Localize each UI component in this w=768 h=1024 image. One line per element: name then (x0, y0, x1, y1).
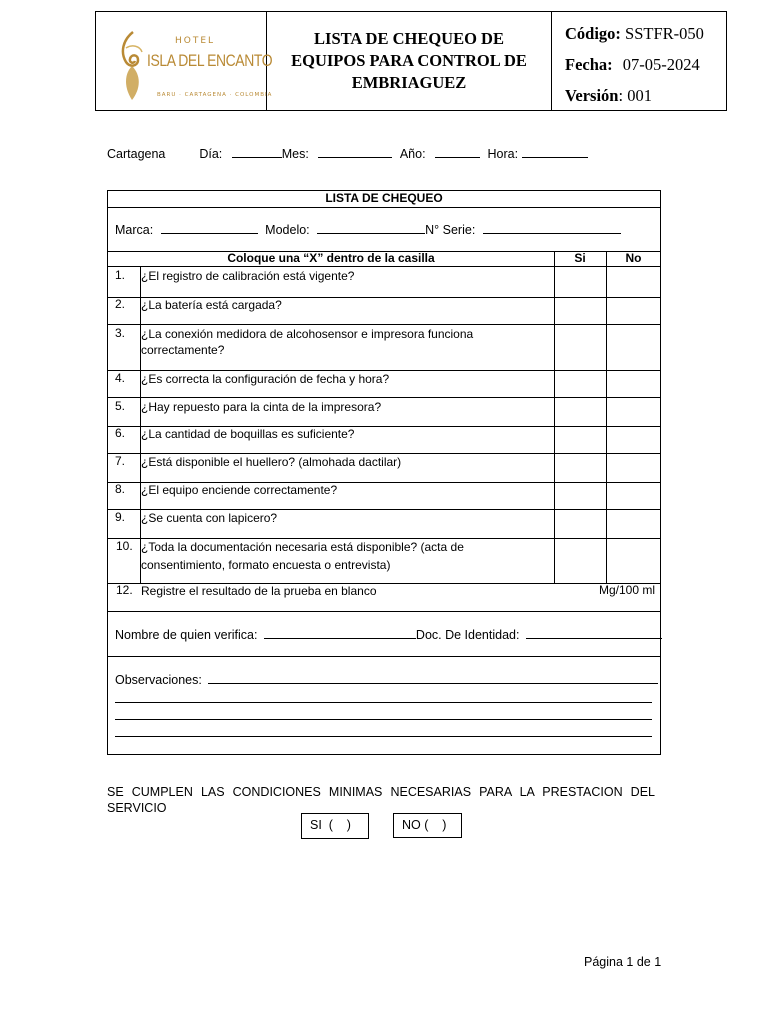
mes-label: Mes: (281, 147, 309, 161)
divider (108, 207, 660, 208)
item-number: 6. (115, 426, 126, 440)
codigo-label: Código: (565, 24, 621, 43)
checklist-item: ¿El equipo enciende correctamente? (141, 483, 338, 497)
item-number: 3. (115, 326, 126, 340)
observations-line[interactable] (115, 719, 652, 720)
city-label: Cartagena (107, 147, 166, 161)
checklist-item: Registre el resultado de la prueba en blanco (141, 584, 377, 598)
fecha-value: 07-05-2024 (622, 55, 700, 74)
equipment-row (115, 221, 621, 237)
si-column-header: Si (574, 251, 586, 265)
si-cell[interactable] (555, 267, 605, 297)
dia-field[interactable] (232, 145, 282, 158)
item-number: 5. (115, 399, 126, 413)
marca-field[interactable] (161, 221, 258, 234)
hora-field[interactable] (522, 145, 588, 158)
hora-label: Hora: (487, 147, 519, 161)
codigo-row (565, 24, 726, 55)
instruction-header: Coloque una “X” dentro de la casilla (227, 251, 435, 265)
observations-line[interactable] (115, 736, 652, 737)
divider (108, 656, 660, 657)
observations-label: Observaciones: (115, 673, 202, 687)
verifier-row (115, 626, 662, 642)
checklist-table (107, 190, 661, 755)
item-number: 9. (115, 510, 126, 524)
checklist-item: ¿Hay repuesto para la cinta de la impresora? (141, 400, 382, 414)
observations-row (115, 671, 658, 687)
item-number: 10. (116, 539, 133, 553)
number-column-divider (140, 266, 141, 583)
item-number: 8. (115, 482, 126, 496)
no-column-divider (606, 251, 607, 583)
checklist-item: ¿La batería está cargada? (141, 298, 282, 312)
mes-field[interactable] (318, 145, 392, 158)
hotel-logo (96, 12, 273, 110)
anio-field[interactable] (435, 145, 480, 158)
fecha-label: Fecha: (565, 55, 613, 74)
doc-id-field[interactable] (526, 626, 662, 639)
checklist-item: ¿Está disponible el huellero? (almohada dactilar) (141, 455, 402, 469)
verifier-field[interactable] (264, 626, 416, 639)
item-number: 12. (116, 583, 133, 597)
no-cell[interactable] (607, 267, 660, 297)
codigo-value: SSTFR-050 (625, 24, 704, 43)
swirl-logo-icon (118, 30, 148, 102)
version-row (565, 86, 726, 117)
logo-name-text: ISLA DEL ENCANTO (147, 51, 273, 70)
conditions-statement: SE CUMPLEN LAS CONDICIONES MINIMAS NECESARIAS PARA LA PRESTACION DEL SERVICIO (107, 785, 655, 815)
checklist-item: ¿Toda la documentación necesaria está disponible? (acta de consentimiento, formato encuesta o entrevista) (141, 540, 464, 572)
modelo-field[interactable] (317, 221, 425, 234)
anio-label: Año: (399, 147, 426, 161)
modelo-label: Modelo: (265, 223, 310, 237)
observations-line[interactable] (115, 702, 652, 703)
checklist-item: ¿El registro de calibración está vigente? (141, 269, 355, 283)
no-option-box[interactable]: NO ( ) (393, 813, 462, 838)
item-number: 2. (115, 297, 126, 311)
version-label: Versión (565, 86, 619, 105)
item-number: 4. (115, 371, 126, 385)
document-title: LISTA DE CHEQUEO DE EQUIPOS PARA CONTROL DE EMBRIAGUEZ (267, 12, 552, 110)
checklist-item: ¿La cantidad de boquillas es suficiente? (141, 427, 355, 441)
observations-field[interactable] (208, 671, 658, 684)
dia-label: Día: (199, 147, 223, 161)
doc-id-label: Doc. De Identidad: (415, 628, 520, 642)
item-number: 1. (115, 268, 126, 282)
checklist-item: ¿Es correcta la configuración de fecha y hora? (141, 372, 390, 386)
item-number: 7. (115, 454, 126, 468)
serie-label: N° Serie: (425, 223, 476, 237)
checklist-title: LISTA DE CHEQUEO (325, 191, 443, 205)
checklist-item: ¿Se cuenta con lapicero? (141, 511, 278, 525)
unit-label: Mg/100 ml (598, 583, 655, 597)
marca-label: Marca: (115, 223, 154, 237)
serie-field[interactable] (483, 221, 621, 234)
si-column-divider (554, 251, 555, 583)
version-value: : 001 (618, 86, 652, 105)
logo-hotel-text: HOTEL (175, 36, 216, 46)
document-header (95, 11, 727, 111)
verifier-label: Nombre de quien verifica: (115, 628, 258, 642)
page-number: Página 1 de 1 (584, 955, 662, 969)
date-line (107, 145, 588, 161)
logo-sub-text: BARU · CARTAGENA · COLOMBIA (157, 92, 273, 98)
si-option-box[interactable]: SI ( ) (301, 813, 369, 839)
fecha-row (565, 55, 726, 86)
checklist-item: ¿La conexión medidora de alcohosensor e impresora funciona correctamente? (141, 327, 474, 357)
document-meta (552, 12, 726, 110)
no-column-header: No (625, 251, 642, 265)
